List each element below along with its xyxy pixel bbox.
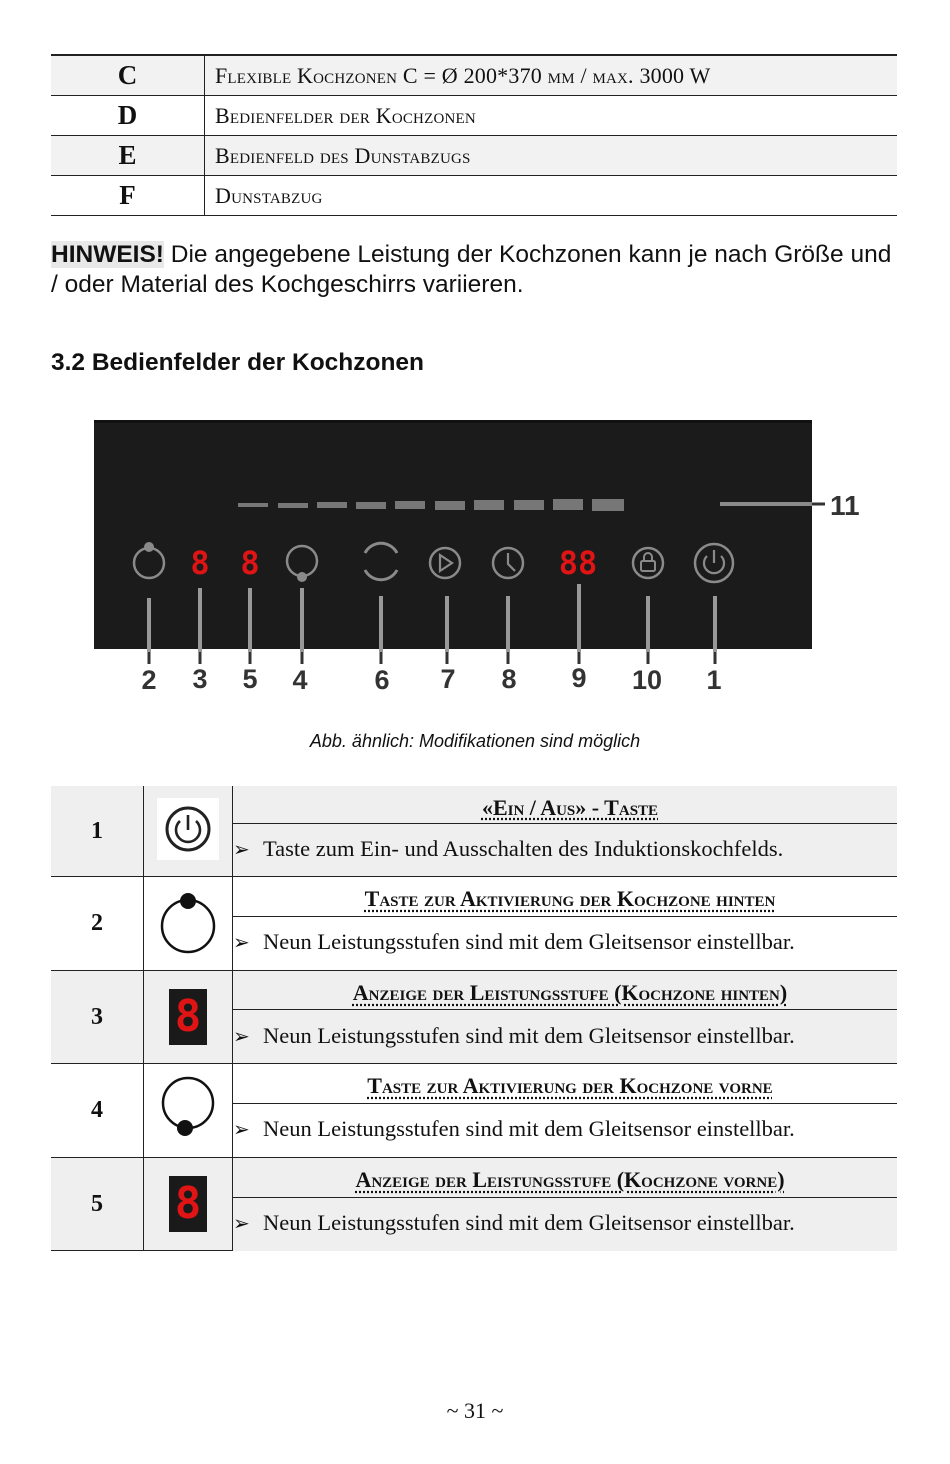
legend-number: 5 (51, 1158, 144, 1251)
power-icon (695, 544, 733, 582)
bullet-arrow-icon: ➢ (233, 837, 250, 862)
legend-row (51, 1158, 897, 1198)
spec-row (51, 136, 897, 176)
spec-key: D (51, 96, 205, 136)
lock-icon (633, 548, 663, 578)
spec-row (51, 176, 897, 216)
legend-row (51, 786, 897, 824)
power-icon (157, 798, 219, 860)
legend-icon-cell (144, 1064, 233, 1158)
note-paragraph (51, 240, 901, 300)
page-number: ~ 31 ~ (446, 1398, 504, 1423)
spec-value: Bedienfeld des Dunstabzugs (205, 136, 898, 176)
bullet-arrow-icon: ➢ (233, 930, 250, 955)
zone-front-icon (155, 1073, 221, 1143)
callout-number: 2 (141, 665, 157, 695)
digit-display-rear: 8 (190, 544, 210, 582)
digit-display-icon: 8 (169, 1176, 207, 1232)
callout-number-11: 11 (830, 490, 860, 521)
slider-bar (238, 499, 624, 511)
control-panel-drawing (90, 416, 870, 706)
callout-number: 6 (374, 665, 390, 695)
legend-description: Neun Leistungsstufen sind mit dem Gleitsensor einstellbar. (263, 1210, 795, 1236)
spec-value: Flexible Kochzonen C = Ø 200*370 mm / max. 3000 W (205, 55, 898, 96)
legend-title: «Ein / Aus» - Taste (481, 794, 659, 820)
legend-table (51, 786, 897, 1251)
timer-icon (493, 548, 523, 578)
legend-number: 2 (51, 877, 144, 971)
spec-key: E (51, 136, 205, 176)
legend-number: 1 (51, 786, 144, 877)
flexible-zone-icon (365, 543, 397, 580)
timer-display: 88 (558, 544, 598, 582)
bullet-arrow-icon: ➢ (233, 1211, 250, 1236)
legend-icon-cell (144, 1158, 233, 1251)
legend-description: Neun Leistungsstufen sind mit dem Gleitsensor einstellbar. (263, 929, 795, 955)
legend-title: Anzeige der Leistungsstufe (Kochzone vorne) (355, 1167, 785, 1193)
legend-title: Taste zur Aktivierung der Kochzone hinten (364, 886, 776, 912)
callout-number: 1 (706, 665, 722, 695)
callout-number: 8 (501, 664, 517, 694)
legend-icon-cell (144, 877, 233, 971)
bullet-arrow-icon: ➢ (233, 1023, 250, 1048)
legend-title: Taste zur Aktivierung der Kochzone vorne (367, 1073, 773, 1099)
callout-number: 4 (292, 665, 308, 695)
callout-number: 10 (631, 665, 663, 695)
digit-display-front: 8 (240, 544, 260, 582)
figure-caption: Abb. ähnlich: Modifikationen sind möglich (309, 731, 641, 751)
legend-title: Anzeige der Leistungsstufe (Kochzone hinten) (352, 980, 788, 1006)
callout-number: 9 (571, 663, 587, 693)
callout-lines (149, 584, 715, 652)
legend-row (51, 877, 897, 917)
callout-number: 3 (192, 664, 208, 694)
legend-row (51, 971, 897, 1010)
digit-display-icon: 8 (169, 989, 207, 1045)
spec-row (51, 55, 897, 96)
legend-number: 4 (51, 1064, 144, 1158)
zone-rear-icon (155, 886, 221, 956)
note-text: Die angegebene Leistung der Kochzonen kann je nach Größe und / oder Material des Kochgeschirrs variieren. (51, 241, 892, 298)
spec-row (51, 96, 897, 136)
legend-number: 3 (51, 971, 144, 1064)
spec-value: Bedienfelder der Kochzonen (205, 96, 898, 136)
play-icon (430, 548, 460, 578)
zone-rear-icon (134, 542, 164, 578)
legend-description: Neun Leistungsstufen sind mit dem Gleitsensor einstellbar. (263, 1116, 795, 1142)
legend-description: Neun Leistungsstufen sind mit dem Gleitsensor einstellbar. (263, 1022, 795, 1048)
legend-icon-cell (144, 971, 233, 1064)
legend-icon-cell (144, 786, 233, 877)
bullet-arrow-icon: ➢ (233, 1117, 250, 1142)
control-panel-figure (90, 416, 870, 706)
callout-number: 5 (242, 664, 258, 694)
specification-table (51, 54, 897, 216)
spec-value: Dunstabzug (205, 176, 898, 216)
note-tag: HINWEIS! (51, 241, 164, 268)
spec-key: C (51, 55, 205, 96)
callout-number: 7 (440, 664, 456, 694)
spec-key: F (51, 176, 205, 216)
zone-front-icon (287, 546, 317, 582)
legend-description: Taste zum Ein- und Ausschalten des Induktionskochfelds. (263, 836, 784, 862)
legend-row (51, 1064, 897, 1104)
section-title: 3.2 Bedienfelder der Kochzonen (51, 349, 425, 376)
